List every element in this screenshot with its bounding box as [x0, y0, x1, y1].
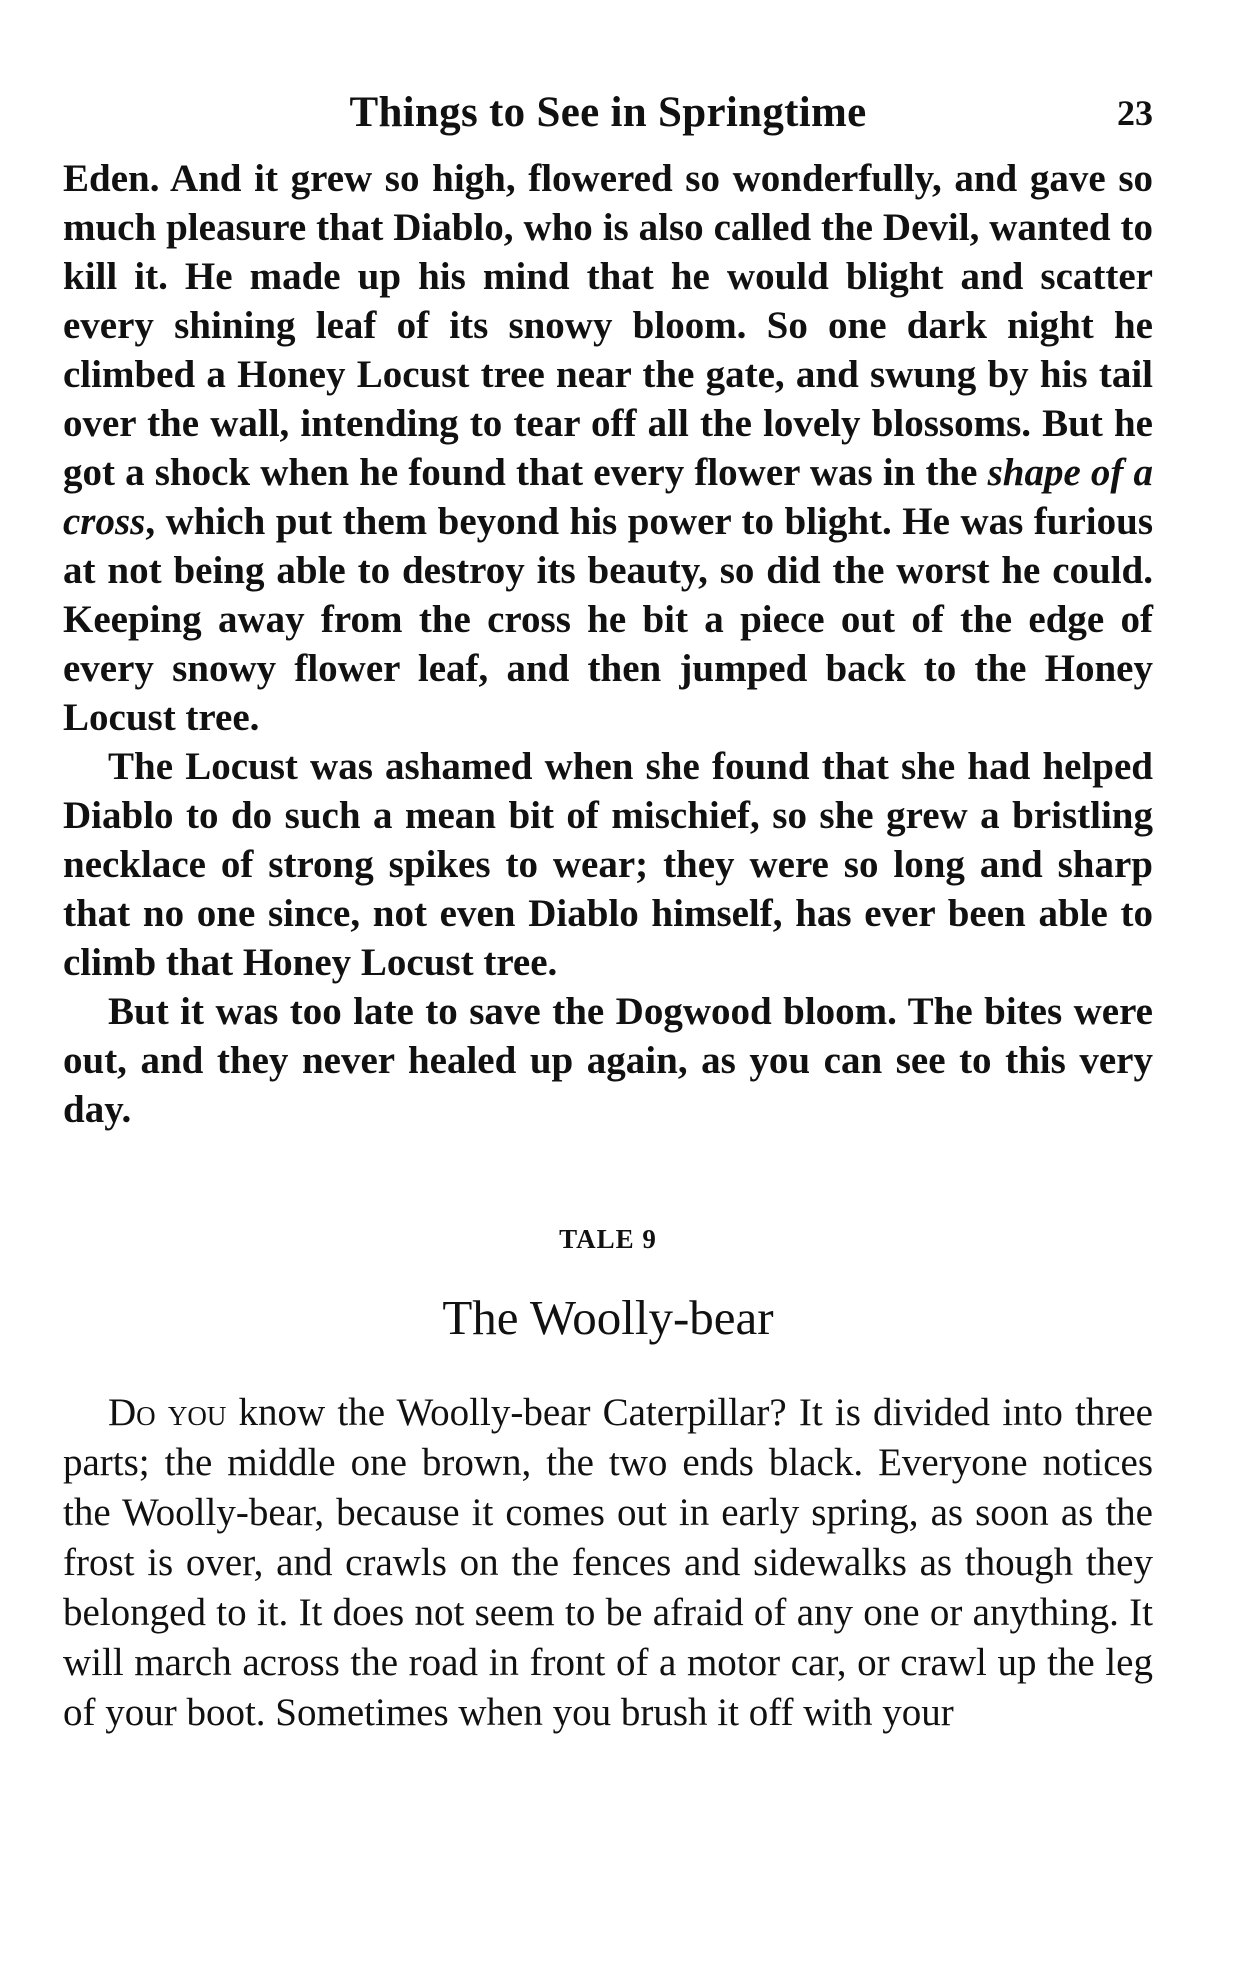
running-head — [63, 78, 1153, 140]
running-title: Things to See in Springtime — [349, 89, 867, 136]
paragraph-dogwood: But it was too late to save the Dogwood bloom. The bites were out, and they never healed up again, as you can see to this very day. — [63, 990, 1153, 1131]
paragraph-text: know the Woolly-bear Caterpillar? It is divided into three parts; the middle one brown, the two ends black. Everyone notices the Woolly-bear, because it comes out in early spring, as soon as the frost is over, and crawls on the fences and sidewalks as though they belonged to it. It does not seem to be afraid of any one or anything. It will march across the road in front of a motor car, or crawl up the leg of your boot. Sometimes when you brush it off with your — [63, 1391, 1153, 1734]
tale-title: The Woolly-bear — [442, 1290, 774, 1345]
paragraph-locust: The Locust was ashamed when she found that she had helped Diablo to do such a mean bit of mischief, so she grew a bristling necklace of strong spikes to wear; they were so long and sharp that no one since, not even Diablo himself, has ever been able to climb that Honey Locust tree. — [63, 745, 1153, 984]
italic-phrase: shape of a cross — [63, 451, 1153, 543]
paragraph-text: , which put them beyond his power to blight. He was furious at not being able to destroy its beauty, so did the worst he could. Keeping away from the cross he bit a piece out of the edge of every snowy flower leaf, and then jumped back to the Honey Locust tree. — [63, 500, 1153, 739]
paragraph-continued — [63, 154, 1153, 742]
paragraph-text: Eden. And it grew so high, flowered so wonderfully, and gave so much pleasure that Diablo, who is also called the Devil, wanted to kill it. He made up his mind that he would blight and scatter every shining leaf of its snowy bloom. So one dark night he climbed a Honey Locust tree near the gate, and swung by his tail over the wall, intending to tear off all the lovely blossoms. But he got a shock when he found that every flower was in the — [63, 157, 1153, 494]
paragraph-woolly-bear — [63, 1388, 1153, 1738]
tale-text — [63, 1388, 1153, 1738]
continued-story-text — [63, 154, 1153, 1134]
page-number: 23 — [1117, 93, 1153, 133]
opening-words: Do you — [108, 1391, 227, 1434]
book-page — [63, 78, 1153, 1738]
tale-label: TALE 9 — [559, 1224, 657, 1254]
